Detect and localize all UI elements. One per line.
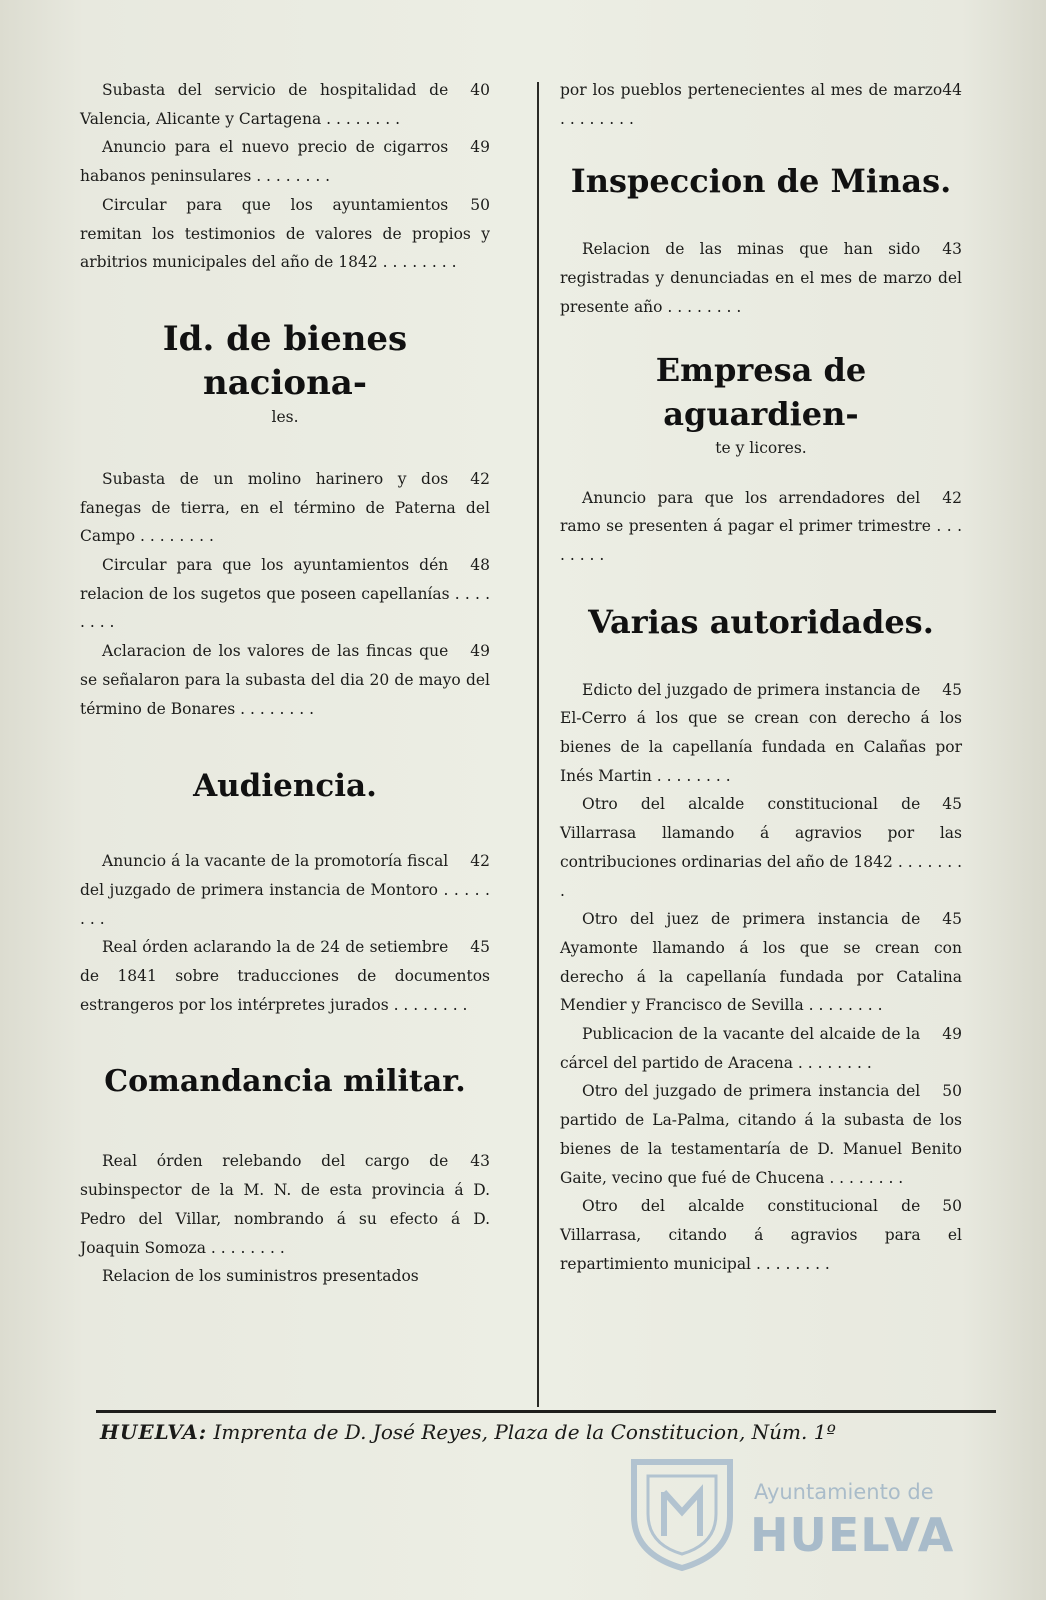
section-heading: Audiencia. [193, 768, 377, 805]
index-entry: 42 Anuncio para que los arrendadores del ramo se presenten á pagar el primer trimestre . . . . . . . . [560, 488, 963, 564]
section-heading: Varias autoridades. [588, 602, 934, 641]
index-entry: 45 Real órden aclarando la de 24 de setiembre de 1841 sobre traducciones de documentos estrangeros por los intérpretes jurados . . . . . . . . [80, 938, 490, 1014]
index-entry: 50 Otro del alcalde constitucional de Villarrasa, citando á agravios para el repartimiento municipal . . . . . . . . [560, 1197, 962, 1273]
index-entry: 49 Aclaracion de los valores de las fincas que se señalaron para la subasta del dia 20 de mayo del término de Bonares . . . . . . . . [80, 642, 490, 718]
index-entry: 43 Relacion de las minas que han sido registradas y denunciadas en el mes de marzo del presente año . . . . . . . . [560, 240, 962, 316]
archive-watermark [626, 1452, 956, 1572]
section-heading: Comandancia militar. [104, 1064, 466, 1100]
imprint-footer [100, 1420, 980, 1444]
index-entry: 45 Edicto del juzgado de primera instancia de El-Cerro á los que se crean con derecho á los bienes de la capellanía fundada en Calañas por Inés Martin . . . . . . . . [560, 680, 962, 785]
watermark-line1: Ayuntamiento de [754, 1480, 934, 1504]
section-heading: Empresa de aguardien- [655, 350, 867, 433]
index-entry: 50 Otro del juzgado de primera instancia del partido de La-Palma, citando á la subasta de los bienes de la testamentaría de D. Manuel Benito Gaite, vecino que fué de Chucena . . . . . . . . [560, 1082, 962, 1187]
index-entry-continued: Relacion de los suministros presentados [102, 1267, 419, 1286]
section-heading-continuation: te y licores. [715, 438, 807, 457]
index-entry: 42 Anuncio á la vacante de la promotoría fiscal del juzgado de primera instancia de Montoro . . . . . . . . [80, 852, 490, 928]
index-entry: 49 Anuncio para el nuevo precio de cigarros habanos peninsulares . . . . . . . . [80, 138, 490, 186]
left-column [80, 76, 490, 1291]
index-entry: 43 Real órden relebando del cargo de subinspector de la M. N. de esta provincia á D. Pedro del Villar, nombrando á su efecto á D. Joaquin Somoza . . . . . . . . [80, 1152, 490, 1257]
index-entry: 49 Publicacion de la vacante del alcaide de la cárcel del partido de Aracena . . . . . . . . [560, 1025, 962, 1072]
section-heading: Inspeccion de Minas. [570, 162, 952, 201]
index-entry: 50 Circular para que los ayuntamientos remitan los testimonios de valores de propios y arbitrios municipales del año de 1842 . . . . . . . . [80, 195, 490, 272]
index-entry: 45 Otro del alcalde constitucional de Villarrasa llamando á agravios por las contribuciones ordinarias del año de 1842 . . . . . . . . [560, 795, 962, 900]
imprint-text: Imprenta de D. José Reyes, Plaza de la Constitucion, Núm. 1º [213, 1420, 836, 1444]
section-heading-continuation: les. [271, 407, 299, 426]
index-entry: 40 Subasta del servicio de hospitalidad de Valencia, Alicante y Cartagena . . . . . . . . [80, 81, 490, 128]
watermark-line2: HUELVA [750, 1508, 955, 1562]
city-shield-icon [626, 1452, 738, 1572]
column-divider [537, 82, 539, 1407]
index-entry: 42 Subasta de un molino harinero y dos fanegas de tierra, en el término de Paterna del Campo . . . . . . . . [80, 469, 490, 546]
right-column [560, 76, 962, 1278]
index-entry: 48 Circular para que los ayuntamientos dén relacion de los sugetos que poseen capellanías . . . . . . . . [80, 556, 490, 632]
index-entry: 45 Otro del juez de primera instancia de Ayamonte llamando á los que se crean con derecho á la capellanía fundada por Catalina Mendier y Francisco de Sevilla . . . . . . . . [560, 910, 962, 1015]
footer-rule [96, 1410, 996, 1413]
index-entry-continuation: 44 por los pueblos pertenecientes al mes de marzo . . . . . . . . [560, 81, 962, 128]
section-heading: Id. de bienes naciona- [162, 318, 408, 403]
imprint-city: HUELVA: [100, 1420, 208, 1444]
